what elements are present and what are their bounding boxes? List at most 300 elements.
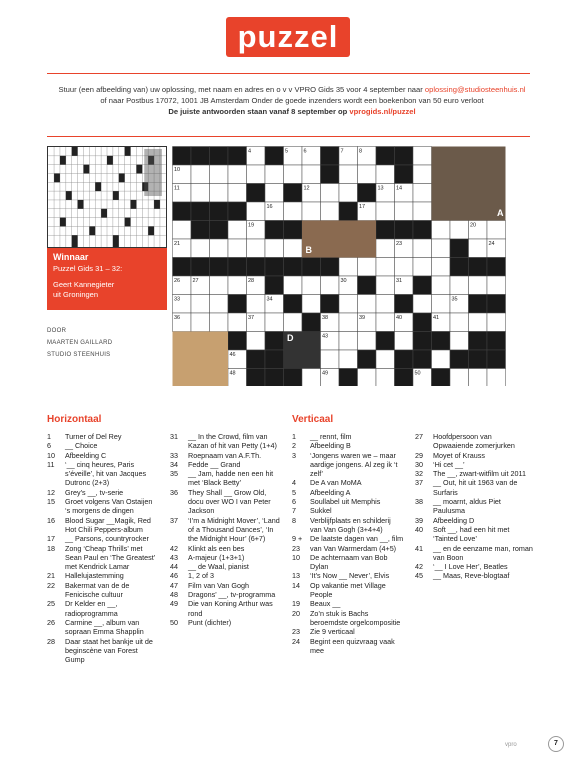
grid-block <box>487 295 506 314</box>
grid-block <box>395 369 414 387</box>
clue-text: Groet volgens Van Ostaijen ‘s morgens de dingen <box>65 497 153 516</box>
grid-cell[interactable] <box>376 165 395 184</box>
horizontaal-clues-col1 <box>47 432 157 664</box>
clue-item <box>170 553 280 562</box>
clue-item <box>170 451 280 460</box>
clue-number: 42 <box>170 543 178 553</box>
clue-number: 36 <box>170 487 178 497</box>
clue-photo-c <box>173 332 229 387</box>
footer-brand: vpro <box>505 742 517 748</box>
grid-cell[interactable] <box>210 313 229 332</box>
grid-block <box>321 165 340 184</box>
clue-item <box>170 571 280 580</box>
grid-cell[interactable] <box>247 332 266 351</box>
clue-item <box>47 534 157 543</box>
grid-cell[interactable] <box>413 202 432 221</box>
grid-cell[interactable] <box>339 165 358 184</box>
grid-block <box>487 258 506 277</box>
grid-cell[interactable] <box>487 313 506 332</box>
puzzel-logo: puzzel <box>226 17 350 57</box>
grid-block <box>284 295 303 314</box>
clue-photo-a <box>432 147 506 221</box>
clue-number: 8 <box>292 515 296 525</box>
clue-text: They Shall __ Grow Old, docu over WO I van Peter Jackson <box>188 487 271 516</box>
clue-item <box>415 525 533 544</box>
grid-cell[interactable] <box>469 276 488 295</box>
cell-number: 39 <box>359 315 366 321</box>
clue-item <box>415 562 533 571</box>
winner-city: uit Groningen <box>53 290 99 299</box>
grid-block <box>173 202 192 221</box>
grid-cell[interactable] <box>247 165 266 184</box>
grid-cell[interactable] <box>432 221 451 240</box>
clue-number: 34 <box>170 459 178 469</box>
clue-text: __ en de eenzame man, roman van Boon <box>433 543 533 562</box>
grid-cell[interactable] <box>210 276 229 295</box>
grid-cell[interactable] <box>302 369 321 387</box>
clue-number: 2 <box>292 441 296 451</box>
credits-author: MAARTEN GAILLARD <box>47 340 113 346</box>
grid-cell[interactable] <box>265 313 284 332</box>
grid-cell[interactable] <box>228 313 247 332</box>
cell-number: 4 <box>248 148 252 155</box>
cell-number: 20 <box>470 222 477 229</box>
grid-cell[interactable] <box>358 165 377 184</box>
grid-cell[interactable] <box>321 202 340 221</box>
clue-text: __ Maas, Reve-blogtaaf <box>433 571 510 581</box>
clue-item <box>47 618 157 637</box>
grid-block <box>469 258 488 277</box>
clue-item <box>47 581 157 600</box>
grid-cell[interactable] <box>376 276 395 295</box>
clue-number: 28 <box>47 636 55 646</box>
clue-number: 19 <box>292 599 300 609</box>
clue-text: Zong ‘Cheap Thrills’ met Sean Paul en ‘The Greatest’ met Kendrick Lamar <box>65 543 156 572</box>
grid-block <box>247 350 266 369</box>
grid-cell[interactable] <box>339 350 358 369</box>
clue-number: 4 <box>292 478 296 488</box>
clue-number: 7 <box>292 506 296 516</box>
grid-cell[interactable] <box>321 184 340 203</box>
grid-block <box>358 350 377 369</box>
credits <box>47 325 112 361</box>
instructions-line3: De juiste antwoorden staan vanaf 8 september op <box>168 107 350 116</box>
grid-cell[interactable] <box>210 184 229 203</box>
clue-text: ‘__ cinq heures, Paris s’éveille’, hit van Jacques Dutronc (2+3) <box>65 459 147 488</box>
grid-cell[interactable] <box>376 313 395 332</box>
photo-label: B <box>305 245 312 255</box>
clue-number: 31 <box>170 432 178 441</box>
grid-block <box>228 202 247 221</box>
grid-cell[interactable] <box>339 184 358 203</box>
grid-block <box>450 258 469 277</box>
clue-number: 37 <box>170 515 178 525</box>
grid-cell[interactable] <box>358 295 377 314</box>
clue-item <box>292 488 404 497</box>
grid-cell[interactable] <box>450 313 469 332</box>
clue-item <box>415 451 533 460</box>
clue-item <box>170 544 280 553</box>
grid-block <box>265 221 284 240</box>
grid-cell[interactable] <box>339 258 358 277</box>
grid-cell[interactable] <box>413 239 432 258</box>
cell-number: 49 <box>322 370 329 377</box>
clue-item <box>292 441 404 450</box>
clue-text: Dragons’ __, tv-programma <box>188 590 276 600</box>
clue-text: Sukkel <box>310 506 332 516</box>
horizontaal-clues-col2 <box>170 432 280 627</box>
crossword-grid[interactable] <box>172 146 534 386</box>
grid-block <box>413 313 432 332</box>
cell-number: 28 <box>248 278 255 284</box>
clue-number: 26 <box>47 617 55 627</box>
clue-number: 47 <box>170 580 178 590</box>
clue-item <box>292 599 404 608</box>
grid-block <box>210 221 229 240</box>
clue-item <box>292 534 404 553</box>
grid-cell[interactable] <box>284 239 303 258</box>
grid-block <box>191 147 210 166</box>
grid-block <box>247 184 266 203</box>
clue-item <box>415 571 533 580</box>
clue-item <box>170 618 280 627</box>
grid-block <box>395 147 414 166</box>
cell-number: 11 <box>174 185 180 192</box>
clue-text: Verblijfplaats en schilderij van Van Gogh (3+4+4) <box>310 515 391 534</box>
grid-block <box>265 369 284 387</box>
grid-cell[interactable] <box>247 239 266 258</box>
grid-block <box>228 295 247 314</box>
grid-block <box>339 202 358 221</box>
clue-item <box>47 432 157 441</box>
grid-block <box>284 221 303 240</box>
grid-cell[interactable] <box>339 332 358 351</box>
clue-number: 38 <box>415 497 423 507</box>
clue-item <box>292 432 404 441</box>
clue-text: Turner of Del Rey <box>65 432 122 441</box>
grid-cell[interactable] <box>376 239 395 258</box>
grid-cell[interactable] <box>376 350 395 369</box>
clue-item <box>47 488 157 497</box>
grid-block <box>487 332 506 351</box>
grid-cell[interactable] <box>487 221 506 240</box>
cell-number: 6 <box>303 148 307 155</box>
grid-block <box>413 350 432 369</box>
grid-cell[interactable] <box>469 313 488 332</box>
clue-text: Soft __, had een hit met ‘Tainted Love’ <box>433 524 510 544</box>
grid-cell[interactable] <box>413 258 432 277</box>
grid-cell[interactable] <box>210 165 229 184</box>
grid-cell[interactable] <box>265 165 284 184</box>
grid-block <box>210 147 229 166</box>
grid-cell[interactable] <box>265 239 284 258</box>
clue-number: 1 <box>292 432 296 441</box>
clue-text: Op vakantie met Village People <box>310 580 386 600</box>
clue-text: __ de Waal, pianist <box>188 562 249 572</box>
grid-block <box>376 332 395 351</box>
grid-block <box>265 350 284 369</box>
grid-cell[interactable] <box>432 276 451 295</box>
website-link[interactable]: vprogids.nl/puzzel <box>349 107 416 116</box>
grid-block <box>265 276 284 295</box>
cell-number: 30 <box>340 278 347 284</box>
grid-cell[interactable] <box>413 184 432 203</box>
clue-text: Daar staat het bankje uit de beginscène van Forest Gump <box>65 636 153 665</box>
grid-cell[interactable] <box>284 202 303 221</box>
cell-number: 13 <box>377 185 384 192</box>
clue-item <box>170 516 280 544</box>
grid-cell[interactable] <box>228 239 247 258</box>
cell-number: 37 <box>248 315 255 321</box>
clue-text: Blood Sugar __Magik, Red Hot Chili Peppers-album <box>65 515 151 534</box>
grid-cell[interactable] <box>376 202 395 221</box>
grid-block <box>228 332 247 351</box>
clue-text: Punt (dichter) <box>188 617 232 627</box>
clue-item <box>292 516 404 535</box>
grid-cell[interactable] <box>173 221 192 240</box>
clue-text: __ Parsons, countryrocker <box>65 534 149 544</box>
cell-number: 5 <box>285 148 289 155</box>
top-divider <box>47 73 530 74</box>
clue-text: __ Out, hit uit 1963 van de Surfaris <box>433 478 518 497</box>
instructions-line1: Stuur (een afbeelding van) uw oplossing, met naam en adres en o v v VPRO Gids 35 voor 4 september naar <box>58 85 425 94</box>
grid-cell[interactable] <box>432 239 451 258</box>
grid-block <box>376 147 395 166</box>
grid-cell[interactable] <box>284 165 303 184</box>
clue-number: 20 <box>292 608 300 618</box>
clue-item <box>292 627 404 636</box>
grid-cell[interactable] <box>450 332 469 351</box>
grid-block <box>487 350 506 369</box>
cell-number: 10 <box>174 167 181 173</box>
clue-text: Afbeelding B <box>310 441 351 451</box>
grid-cell[interactable] <box>376 258 395 277</box>
grid-cell[interactable] <box>413 295 432 314</box>
clue-number: 39 <box>415 515 423 525</box>
clue-number: 13 <box>292 571 300 581</box>
verticaal-heading: Verticaal <box>292 414 334 425</box>
grid-block <box>191 221 210 240</box>
clue-item <box>170 562 280 571</box>
clue-text: 1, 2 of 3 <box>188 571 214 581</box>
grid-cell[interactable] <box>469 239 488 258</box>
grid-block <box>395 165 414 184</box>
clue-item <box>47 497 157 516</box>
grid-cell[interactable] <box>191 165 210 184</box>
clue-item <box>292 637 404 656</box>
grid-block <box>173 147 192 166</box>
grid-cell[interactable] <box>339 295 358 314</box>
cell-number: 16 <box>266 204 273 210</box>
clue-item <box>47 441 157 450</box>
cell-number: 24 <box>488 241 495 247</box>
grid-cell[interactable] <box>191 239 210 258</box>
grid-cell[interactable] <box>191 295 210 314</box>
clue-text: ‘__ I Love Her’, Beatles <box>433 562 508 572</box>
clue-item <box>170 460 280 469</box>
clue-item <box>47 460 157 488</box>
grid-cell[interactable] <box>358 332 377 351</box>
clue-number: 6 <box>47 441 51 451</box>
grid-block <box>228 147 247 166</box>
grid-block <box>302 313 321 332</box>
clue-text: De achternaam van Bob Dylan <box>310 552 388 572</box>
grid-cell[interactable] <box>395 332 414 351</box>
grid-cell[interactable] <box>210 239 229 258</box>
grid-cell[interactable] <box>358 369 377 387</box>
grid-cell[interactable] <box>228 165 247 184</box>
grid-cell[interactable] <box>191 313 210 332</box>
clue-text: Fedde __ Grand <box>188 459 241 469</box>
grid-cell[interactable] <box>395 202 414 221</box>
grid-block <box>450 239 469 258</box>
clue-text: Beaux __ <box>310 599 341 609</box>
clue-item <box>47 451 157 460</box>
grid-block <box>265 147 284 166</box>
clue-item <box>47 516 157 535</box>
clue-number: 10 <box>47 450 55 460</box>
grid-cell[interactable] <box>413 147 432 166</box>
grid-cell[interactable] <box>487 276 506 295</box>
clue-text: Zo’n stuk is Bachs beroemdste orgelcompositie <box>310 608 401 627</box>
grid-cell[interactable] <box>302 276 321 295</box>
grid-block <box>284 369 303 387</box>
grid-block <box>210 202 229 221</box>
cell-number: 46 <box>229 352 236 358</box>
clue-text: Afbeelding A <box>310 487 351 497</box>
grid-block <box>247 258 266 277</box>
clue-text: Hallelujastemming <box>65 571 124 581</box>
grid-cell[interactable] <box>284 276 303 295</box>
clue-item <box>47 599 157 618</box>
grid-block <box>376 221 395 240</box>
cell-number: 36 <box>174 315 181 321</box>
grid-cell[interactable] <box>191 184 210 203</box>
credits-studio: STUDIO STEENHUIS <box>47 352 111 358</box>
clue-number: 15 <box>47 497 55 507</box>
grid-cell[interactable] <box>302 165 321 184</box>
clue-text: Afbeelding D <box>433 515 475 525</box>
grid-cell[interactable] <box>247 295 266 314</box>
instructions <box>47 84 537 117</box>
grid-cell[interactable] <box>450 276 469 295</box>
clue-number: 44 <box>170 562 178 572</box>
clue-number: 41 <box>415 543 423 553</box>
clue-text: Hoofdpersoon van Opwaaiende zomerjurken <box>433 432 515 451</box>
grid-cell[interactable] <box>321 350 340 369</box>
grid-cell[interactable] <box>376 369 395 387</box>
clue-text: ‘Jongens waren we – maar aardige jongens. Al zeg ik ‘t zelf’ <box>310 450 398 479</box>
clue-item <box>170 599 280 618</box>
cell-number: 50 <box>414 370 421 377</box>
grid-block <box>321 147 340 166</box>
clue-number: 37 <box>415 478 423 488</box>
grid-cell[interactable] <box>376 295 395 314</box>
clue-number: 24 <box>292 636 300 646</box>
grid-cell[interactable] <box>450 369 469 387</box>
cell-number: 21 <box>174 241 181 247</box>
clue-number: 30 <box>415 459 423 469</box>
clue-number: 1 <box>47 432 51 441</box>
grid-cell[interactable] <box>432 350 451 369</box>
grid-cell[interactable] <box>432 295 451 314</box>
grid-cell[interactable] <box>284 313 303 332</box>
grid-block <box>321 258 340 277</box>
grid-cell[interactable] <box>302 202 321 221</box>
verticaal-clues-col2 <box>415 432 533 581</box>
grid-cell[interactable] <box>210 295 229 314</box>
clue-number: 42 <box>415 562 423 572</box>
grid-cell[interactable] <box>339 313 358 332</box>
clue-item <box>292 609 404 628</box>
clue-text: Roepnaam van A.F.Th. <box>188 450 262 460</box>
horizontaal-heading: Horizontaal <box>47 414 102 425</box>
previous-solution-grid <box>47 146 167 248</box>
grid-block <box>173 258 192 277</box>
clue-number: 5 <box>292 487 296 497</box>
clue-item <box>292 553 404 572</box>
grid-cell[interactable] <box>487 369 506 387</box>
clue-item <box>47 637 157 665</box>
grid-block <box>302 258 321 277</box>
grid-block <box>413 332 432 351</box>
grid-cell[interactable] <box>469 369 488 387</box>
clue-text: The __, zwart-witfilm uit 2011 <box>433 469 526 479</box>
page-number: 7 <box>548 736 564 752</box>
clue-item <box>170 590 280 599</box>
grid-cell[interactable] <box>247 202 266 221</box>
clue-text: De A van MoMA <box>310 478 362 488</box>
clue-item <box>292 506 404 515</box>
clue-item <box>415 460 533 469</box>
grid-cell[interactable] <box>413 165 432 184</box>
cell-number: 14 <box>396 185 403 192</box>
grid-cell[interactable] <box>228 221 247 240</box>
clue-number: 21 <box>47 571 55 581</box>
grid-block <box>450 350 469 369</box>
grid-cell[interactable] <box>302 295 321 314</box>
clue-text: Bakermat van de de Fenicische cultuur <box>65 580 130 600</box>
cell-number: 35 <box>451 296 458 303</box>
grid-cell[interactable] <box>395 258 414 277</box>
grid-cell[interactable] <box>228 276 247 295</box>
grid-block <box>247 369 266 387</box>
clue-number: 14 <box>292 580 300 590</box>
clue-item <box>170 432 280 451</box>
email-link[interactable]: oplossing@studiosteenhuis.nl <box>424 85 526 94</box>
clue-text: A-majeur (1+3+1) <box>188 552 245 562</box>
grid-block <box>339 369 358 387</box>
grid-cell[interactable] <box>450 221 469 240</box>
clue-item <box>170 469 280 488</box>
grid-cell[interactable] <box>432 258 451 277</box>
clue-item <box>292 478 404 487</box>
photo-label: A <box>497 208 504 218</box>
grid-cell[interactable] <box>265 184 284 203</box>
grid-block <box>210 258 229 277</box>
cell-number: 41 <box>433 315 440 321</box>
clue-number: 25 <box>47 599 55 609</box>
clue-text: ‘It’s Now __ Never’, Elvis <box>310 571 390 581</box>
grid-cell[interactable] <box>228 184 247 203</box>
grid-cell[interactable] <box>321 276 340 295</box>
grid-cell[interactable] <box>358 258 377 277</box>
clue-text: __ rennt, film <box>310 432 352 441</box>
cell-number: 23 <box>396 241 403 247</box>
clue-number: 17 <box>47 534 55 544</box>
clue-item <box>292 451 404 479</box>
clue-text: __ Choice <box>65 441 98 451</box>
